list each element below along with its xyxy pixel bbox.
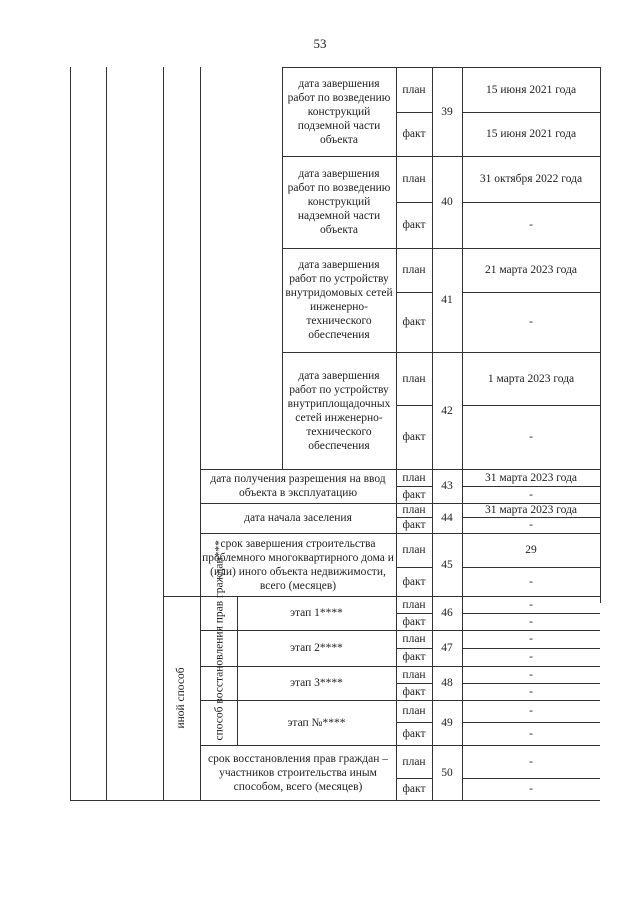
fact-label: факт [402,316,426,328]
fact-label: факт [402,431,426,443]
row-description: дата завершения работ по возведению конструкций подземной части объекта [287,77,391,146]
row-description: срок восстановления прав граждан – участников строительства иным способом, всего (месяцев) [208,752,388,793]
plan-value: 29 [525,544,537,556]
row-number: 47 [441,642,453,654]
row-description: дата завершения работ по возведению конструкций надземной части объекта [287,168,391,236]
table-bottom [70,800,600,801]
fact-value: - [529,727,533,740]
plan-value: 21 марта 2023 года [484,264,578,276]
plan-label: план [402,598,426,611]
row-description: этап 1**** [290,607,343,619]
fact-value: - [529,316,533,328]
plan-label: план [402,471,426,484]
plan-value: 31 марта 2023 года [484,471,578,484]
row-number: 40 [441,196,453,208]
row-number: 43 [441,480,453,492]
fact-label: факт [402,727,426,740]
row-number: 49 [441,716,453,729]
plan-label: план [402,173,426,185]
row-description: дата получения разрешения на ввод объекта в эксплуатацию [210,473,386,499]
row-description: дата завершения работ по устройству внутриплощадочных сетей инженерно-технического обеспечения [287,369,391,452]
table-rule [106,67,107,800]
row-number: 39 [441,105,453,118]
fact-value: - [529,783,533,795]
row-description: этап 2**** [290,642,343,654]
fact-value: - [529,488,533,501]
row-number: 41 [441,294,453,306]
fact-label: факт [402,575,426,588]
plan-value: - [529,755,533,768]
plan-value: 31 октября 2022 года [479,173,583,185]
fact-label: факт [402,128,426,140]
fact-label: факт [402,519,426,531]
frame-left [70,67,71,800]
row-description: этап №**** [287,716,346,729]
plan-value: 31 марта 2023 года [484,504,578,516]
table-rule [200,67,201,800]
fact-label: факт [402,219,426,231]
row-number: 48 [441,677,453,689]
table-rule [282,67,283,469]
plan-label: план [402,668,426,681]
fact-value: - [529,615,533,628]
plan-label: план [402,264,426,276]
fact-label: факт [402,783,426,795]
fact-value: - [529,431,533,443]
plan-label: план [402,504,426,516]
page-number: 53 [313,36,327,51]
plan-value: - [529,598,533,611]
fact-value: 15 июня 2021 года [485,128,577,140]
plan-label: план [402,633,426,645]
fact-value: - [529,219,533,231]
fact-label: факт [402,615,426,628]
plan-label: план [402,83,426,96]
table-rule [600,67,601,603]
plan-value: 1 марта 2023 года [487,372,575,385]
plan-value: - [529,633,533,645]
fact-value: - [529,685,533,698]
row-description: этап 3**** [290,677,343,689]
fact-label: факт [402,685,426,698]
row-number: 46 [441,607,453,619]
row-number: 45 [441,558,453,571]
row-description: дата начала заселения [244,512,352,524]
plan-label: план [402,544,426,556]
table-rule [163,67,164,800]
fact-label: факт [402,651,426,663]
plan-value: - [529,668,533,681]
plan-label: план [402,372,426,385]
plan-value: 15 июня 2021 года [485,83,577,96]
fact-value: - [529,651,533,663]
row-description: срок завершения строительства проблемного многоквартирного дома и (или) иного объекта недвижимости, всего (месяцев) [202,537,394,592]
fact-value: - [529,519,533,531]
plan-value: - [529,705,533,717]
side-label-restoration-method: способ восстановления прав граждан*** [213,540,225,741]
row-number: 44 [441,512,453,524]
fact-value: - [529,575,533,588]
row-description: дата завершения работ по устройству внутридомовых сетей инженерно-технического обеспечения [285,259,393,341]
plan-label: план [402,755,426,768]
row-number: 42 [441,404,453,417]
fact-label: факт [402,488,426,501]
table-rule [237,596,238,745]
side-label-other-method: иной способ [175,667,187,729]
row-number: 50 [441,766,453,779]
plan-label: план [402,705,426,717]
